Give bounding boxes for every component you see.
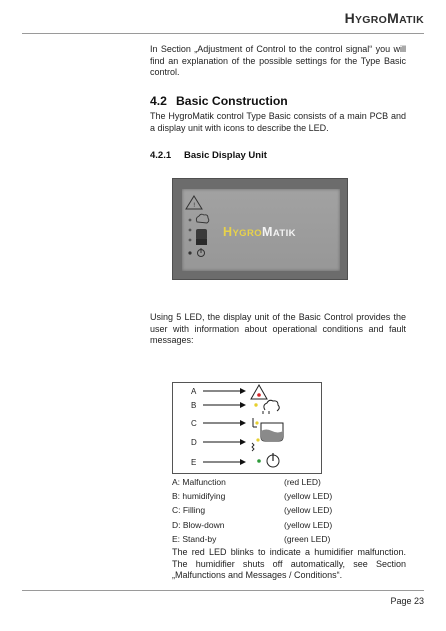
page-number: Page 23 <box>390 596 424 606</box>
panel-logo <box>223 225 296 239</box>
legend-row: E: Stand-by (green LED) <box>172 533 331 544</box>
subsection-title: Basic Display Unit <box>184 150 267 161</box>
led-dot <box>189 229 192 232</box>
warning-icon <box>251 385 267 399</box>
display-unit-photo <box>172 178 348 280</box>
legend-row: B: humidifying (yellow LED) <box>172 491 333 502</box>
led-diagram-graphics <box>173 383 323 475</box>
panel-logo-atik: ATIK <box>272 228 296 239</box>
subsection-heading <box>150 150 406 161</box>
footer-divider <box>22 590 424 591</box>
led-dot <box>189 239 192 242</box>
label-d: D <box>191 438 197 447</box>
logo-letter-h: H <box>344 10 355 26</box>
label-e: E <box>191 458 197 467</box>
closing-paragraph: The red LED blinks to indicate a humidifier malfunction. The humidifier shuts off automatically, see Section „Malfunctions and Messages / Conditions“. <box>172 547 406 580</box>
legend-row: C: Filling (yellow LED) <box>172 505 333 516</box>
drain-icon <box>196 239 207 245</box>
header-divider <box>22 33 424 34</box>
svg-text:!: ! <box>193 202 196 209</box>
yellow-led-blowdown <box>256 438 259 441</box>
yellow-led-humidifying <box>254 403 257 406</box>
section-paragraph: The HygroMatik control Type Basic consists of a main PCB and a display unit with icons to describe the LED. <box>150 111 406 133</box>
red-led <box>257 393 261 397</box>
section-title: Basic Construction <box>176 94 288 108</box>
logo-atik: ATIK <box>399 14 424 26</box>
legend-row: A: Malfunction (red LED) <box>172 477 321 487</box>
section-number: 4.2 <box>150 94 167 108</box>
led-legend <box>172 475 406 546</box>
panel-logo-h: H <box>223 225 233 239</box>
logo-letter-m: M <box>387 10 400 26</box>
logo-ygro: YGRO <box>354 14 388 26</box>
hygromatik-logo <box>345 10 424 26</box>
panel-logo-ygro: YGRO <box>232 228 263 239</box>
label-b: B <box>191 401 197 410</box>
subsection-number: 4.2.1 <box>150 150 172 161</box>
label-c: C <box>191 419 197 428</box>
led-dot <box>189 219 192 222</box>
intro-paragraph: In Section „Adjustment of Control to the control signal“ you will find an explanation of the possible settings for the Type Basic control. <box>150 44 406 77</box>
section-heading <box>150 94 406 108</box>
steam-icon <box>264 400 279 411</box>
drain-icon <box>252 443 254 451</box>
display-panel <box>182 189 340 271</box>
panel-logo-m: M <box>262 225 273 239</box>
cylinder-icon <box>196 229 207 240</box>
panel-icons <box>184 189 224 269</box>
usage-paragraph: Using 5 LED, the display unit of the Basic Control provides the user with information about operational conditions and fault messages: <box>150 312 406 345</box>
yellow-led-filling <box>255 421 258 424</box>
led-diagram <box>172 382 322 474</box>
water-level <box>261 430 283 442</box>
steam-icon <box>196 214 208 223</box>
label-a: A <box>191 387 197 396</box>
legend-row: D: Blow-down (yellow LED) <box>172 519 333 530</box>
led-dot <box>188 251 191 254</box>
green-led <box>257 459 261 463</box>
